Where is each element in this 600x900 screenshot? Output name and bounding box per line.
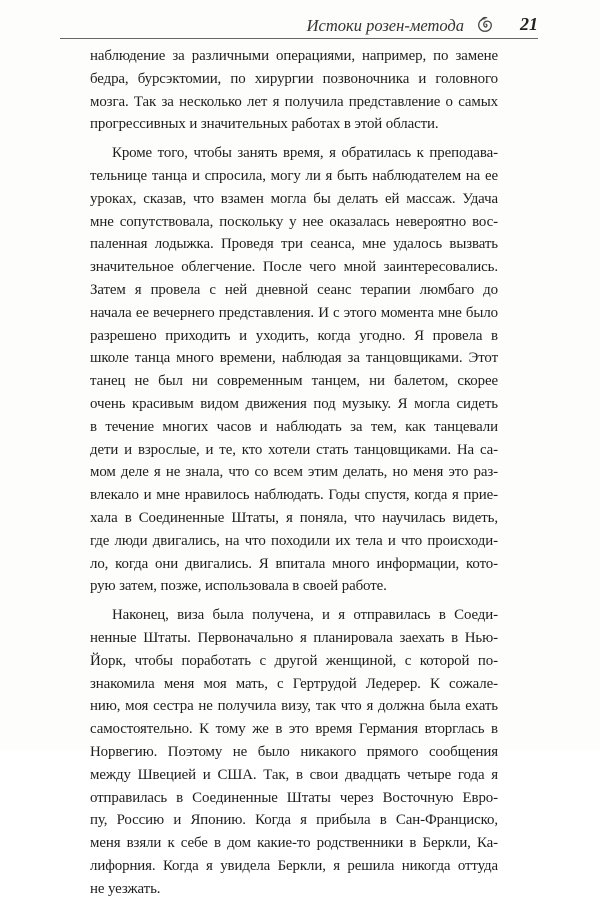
text-line: начала ее вечернего представления. И с этого момента мне было [90, 304, 498, 321]
text-line: Затем я провела с ней дневной сеанс терапии люмбаго до [90, 281, 498, 298]
text-line: нию, моя сестра не получила визу, так что я должна была ехать [90, 698, 498, 715]
paragraph [90, 142, 498, 598]
text-line: мозга. Так за несколько лет я получила представление о самых [90, 93, 498, 110]
text-line: ненные Штаты. Первоначально я планировала заехать в Нью- [90, 629, 498, 646]
text-line: тельнице танца и спросила, могу ли я быть наблюдателем на ее [90, 167, 498, 184]
text-line: знакомила меня моя мать, с Гертрудой Ледерер. К сожале- [90, 675, 498, 692]
text-line: очень красивым видом движения под музыку. Я могла сидеть [90, 395, 498, 412]
text-line: самостоятельно. К тому же в это время Германия вторглась в [90, 721, 498, 738]
text-line: меня взяли к себе в дом какие-то родственники в Беркли, Ка- [90, 835, 498, 852]
text-line: прогрессивных и значительных работах в этой области. [90, 116, 439, 133]
text-line: дети и взрослые, и те, кто хотели стать танцовщиками. На са- [90, 441, 498, 458]
header-rule [60, 38, 538, 39]
text-line: ло, когда они двигались. Я впитала много информации, кото- [90, 555, 498, 572]
text-line: разрешено приходить и уходить, когда угодно. Я провела в [90, 327, 498, 344]
paragraph [90, 45, 498, 136]
text-line: бедра, бурсэктомии, по хирургии позвоночника и головного [90, 70, 498, 87]
text-line: не уезжать. [90, 880, 161, 897]
text-line: где люди двигались, на что походили их тела и что происходи- [90, 532, 498, 549]
text-line: мом деле я не знала, что со всем этим делать, но меня это раз- [90, 464, 498, 481]
page-number: 21 [520, 14, 538, 34]
text-line: Йорк, чтобы поработать с другой женщиной, с которой по- [90, 652, 498, 669]
swirl-ornament-icon [476, 16, 494, 34]
text-line: танец не был ни современным танцем, ни балетом, скорее [90, 373, 498, 390]
text-line: Кроме того, чтобы занять время, я обратилась к преподава- [112, 145, 498, 162]
running-title: Истоки розен-метода [306, 16, 464, 35]
text-line: лифорния. Когда я увидела Беркли, я решила никогда оттуда [90, 857, 498, 874]
text-line: влекало и мне нравилось наблюдать. Годы спустя, когда я прие- [90, 487, 498, 504]
text-line: хала в Соединенные Штаты, я поняла, что научилась видеть, [90, 509, 498, 526]
page-header [60, 14, 538, 36]
text-line: наблюдение за различными операциями, например, по замене [90, 48, 498, 64]
text-line: Наконец, виза была получена, и я отправилась в Соеди- [112, 607, 498, 624]
text-line: школе танца много времени, наблюдая за танцовщиками. Этот [90, 350, 498, 367]
text-line: мне сопутствовала, поскольку у нее оказалась невероятно вос- [90, 213, 498, 230]
text-line: пу, Россию и Японию. Когда я прибыла в Сан-Франциско, [90, 812, 498, 829]
text-line: отправилась в Соединенные Штаты через Восточную Евро- [90, 789, 498, 806]
text-line: паленная лодыжка. Проведя три сеанса, мне удалось вызвать [90, 236, 498, 253]
text-line: в течение многих часов и наблюдать за тем, как танцевали [90, 418, 498, 435]
text-line: Норвегию. Поэтому не было никакого прямого сообщения [90, 743, 498, 760]
text-line: между Швецией и США. Так, в свои двадцать четыре года я [90, 766, 498, 783]
text-line: значительное облегчение. После чего мной заинтересовались. [90, 259, 498, 276]
text-line: уроках, сказав, что взамен могла бы делать ей массаж. Удача [90, 190, 498, 207]
paragraph [90, 604, 498, 900]
body-text [90, 45, 498, 900]
text-line: рую затем, позже, использовала в своей работе. [90, 578, 387, 595]
